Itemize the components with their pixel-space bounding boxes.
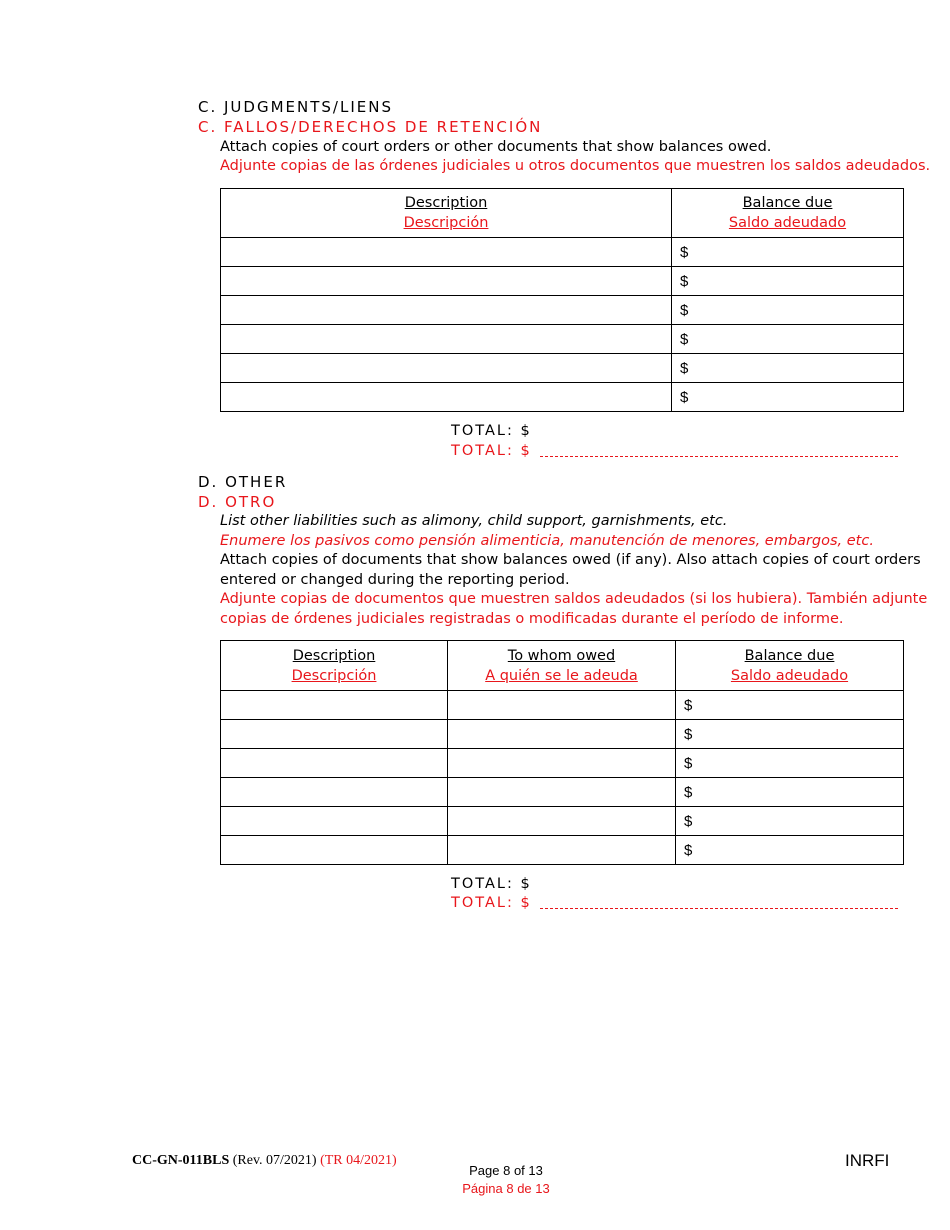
balance-cell[interactable] xyxy=(676,691,904,720)
currency-sign: $ xyxy=(684,812,693,830)
currency-sign: $ xyxy=(684,725,693,743)
currency-sign: $ xyxy=(680,388,689,406)
description-cell[interactable] xyxy=(221,325,672,354)
section-d-total-field[interactable] xyxy=(540,908,898,909)
judgments-table xyxy=(220,188,904,412)
table-header-row xyxy=(221,189,904,238)
section-d-heading: D. OTHER xyxy=(198,473,288,491)
balance-label-es: Saldo adeudado xyxy=(730,667,849,684)
section-d-list-instruction-es: Enumere los pasivos como pensión alimenticia, manutención de menores, embargos, etc. xyxy=(220,533,874,549)
balance-cell[interactable] xyxy=(672,325,904,354)
table-row xyxy=(221,354,904,383)
section-d-attach-line-2-es: copias de órdenes judiciales registradas o modificadas durante el período de informe. xyxy=(220,611,844,627)
section-c-heading-es: C. FALLOS/DERECHOS DE RETENCIÓN xyxy=(198,118,543,136)
description-cell[interactable] xyxy=(221,691,448,720)
to-whom-owed-cell[interactable] xyxy=(448,836,676,865)
section-c-heading: C. JUDGMENTS/LIENS xyxy=(198,98,393,116)
to-whom-owed-cell[interactable] xyxy=(448,749,676,778)
section-c-total-label: TOTAL: $ xyxy=(451,423,532,439)
section-d-attach-line-1: Attach copies of documents that show balances owed (if any). Also attach copies of court orders xyxy=(220,552,921,568)
currency-sign: $ xyxy=(684,696,693,714)
currency-sign: $ xyxy=(680,272,689,290)
description-header xyxy=(221,641,448,691)
balance-cell[interactable] xyxy=(676,720,904,749)
balance-cell[interactable] xyxy=(672,383,904,412)
currency-sign: $ xyxy=(684,754,693,772)
table-row xyxy=(221,238,904,267)
table-row xyxy=(221,325,904,354)
table-row xyxy=(221,749,904,778)
to-whom-owed-cell[interactable] xyxy=(448,720,676,749)
section-c-total-field[interactable] xyxy=(540,456,898,457)
section-d-attach-line-2: entered or changed during the reporting period. xyxy=(220,572,570,588)
balance-cell[interactable] xyxy=(676,778,904,807)
description-header xyxy=(221,189,672,238)
description-cell[interactable] xyxy=(221,720,448,749)
currency-sign: $ xyxy=(684,841,693,859)
currency-sign: $ xyxy=(680,301,689,319)
form-id: CC-GN-011BLS xyxy=(132,1153,230,1168)
description-cell[interactable] xyxy=(221,296,672,325)
balance-header xyxy=(672,189,904,238)
to-whom-owed-cell[interactable] xyxy=(448,807,676,836)
form-revision: (Rev. 07/2021) xyxy=(232,1153,317,1168)
table-header-row xyxy=(221,641,904,691)
to-whom-owed-label-es: A quién se le adeuda xyxy=(485,667,638,684)
description-cell[interactable] xyxy=(221,778,448,807)
description-label-es: Descripción xyxy=(403,215,489,231)
table-row xyxy=(221,267,904,296)
currency-sign: $ xyxy=(680,243,689,261)
section-c-instruction-es: Adjunte copias de las órdenes judiciales u otros documentos que muestren los saldos adeudados. xyxy=(220,158,931,174)
to-whom-owed-cell[interactable] xyxy=(448,778,676,807)
table-row xyxy=(221,836,904,865)
footer-form-info xyxy=(132,1153,397,1169)
section-c-instruction: Attach copies of court orders or other documents that show balances owed. xyxy=(220,139,772,155)
description-cell[interactable] xyxy=(221,836,448,865)
page-number-es: Página 8 de 13 xyxy=(462,1181,550,1196)
description-cell[interactable] xyxy=(221,238,672,267)
balance-label: Balance due xyxy=(742,195,833,211)
currency-sign: $ xyxy=(680,330,689,348)
currency-sign: $ xyxy=(680,359,689,377)
section-d-total-label: TOTAL: $ xyxy=(451,876,532,892)
description-cell[interactable] xyxy=(221,354,672,383)
section-d-total-label-es: TOTAL: $ xyxy=(451,895,532,911)
section-d-heading-es: D. OTRO xyxy=(198,493,277,511)
form-code: INRFI xyxy=(845,1151,890,1170)
balance-cell[interactable] xyxy=(672,267,904,296)
table-row xyxy=(221,807,904,836)
table-row xyxy=(221,296,904,325)
description-cell[interactable] xyxy=(221,807,448,836)
to-whom-owed-label: To whom owed xyxy=(507,647,616,664)
balance-cell[interactable] xyxy=(672,238,904,267)
description-label: Description xyxy=(404,195,488,211)
balance-cell[interactable] xyxy=(672,296,904,325)
balance-label-es: Saldo adeudado xyxy=(728,215,847,231)
table-row xyxy=(221,778,904,807)
section-d-list-instruction: List other liabilities such as alimony, child support, garnishments, etc. xyxy=(220,513,728,529)
balance-label: Balance due xyxy=(744,647,835,664)
balance-cell[interactable] xyxy=(672,354,904,383)
table-row xyxy=(221,720,904,749)
description-cell[interactable] xyxy=(221,749,448,778)
balance-cell[interactable] xyxy=(676,836,904,865)
description-label-es: Descripción xyxy=(291,667,377,684)
description-cell[interactable] xyxy=(221,383,672,412)
currency-sign: $ xyxy=(684,783,693,801)
balance-cell[interactable] xyxy=(676,807,904,836)
table-row xyxy=(221,383,904,412)
translation-revision: (TR 04/2021) xyxy=(320,1153,397,1168)
description-cell[interactable] xyxy=(221,267,672,296)
to-whom-owed-cell[interactable] xyxy=(448,691,676,720)
balance-cell[interactable] xyxy=(676,749,904,778)
section-d-attach-line-1-es: Adjunte copias de documentos que muestren saldos adeudados (si los hubiera). También adjunte xyxy=(220,591,928,607)
to-whom-owed-header xyxy=(448,641,676,691)
table-row xyxy=(221,691,904,720)
section-c-total-label-es: TOTAL: $ xyxy=(451,443,532,459)
page-number: Page 8 of 13 xyxy=(469,1163,543,1178)
description-label: Description xyxy=(292,647,376,664)
other-liabilities-table xyxy=(220,640,904,865)
balance-header xyxy=(676,641,904,691)
